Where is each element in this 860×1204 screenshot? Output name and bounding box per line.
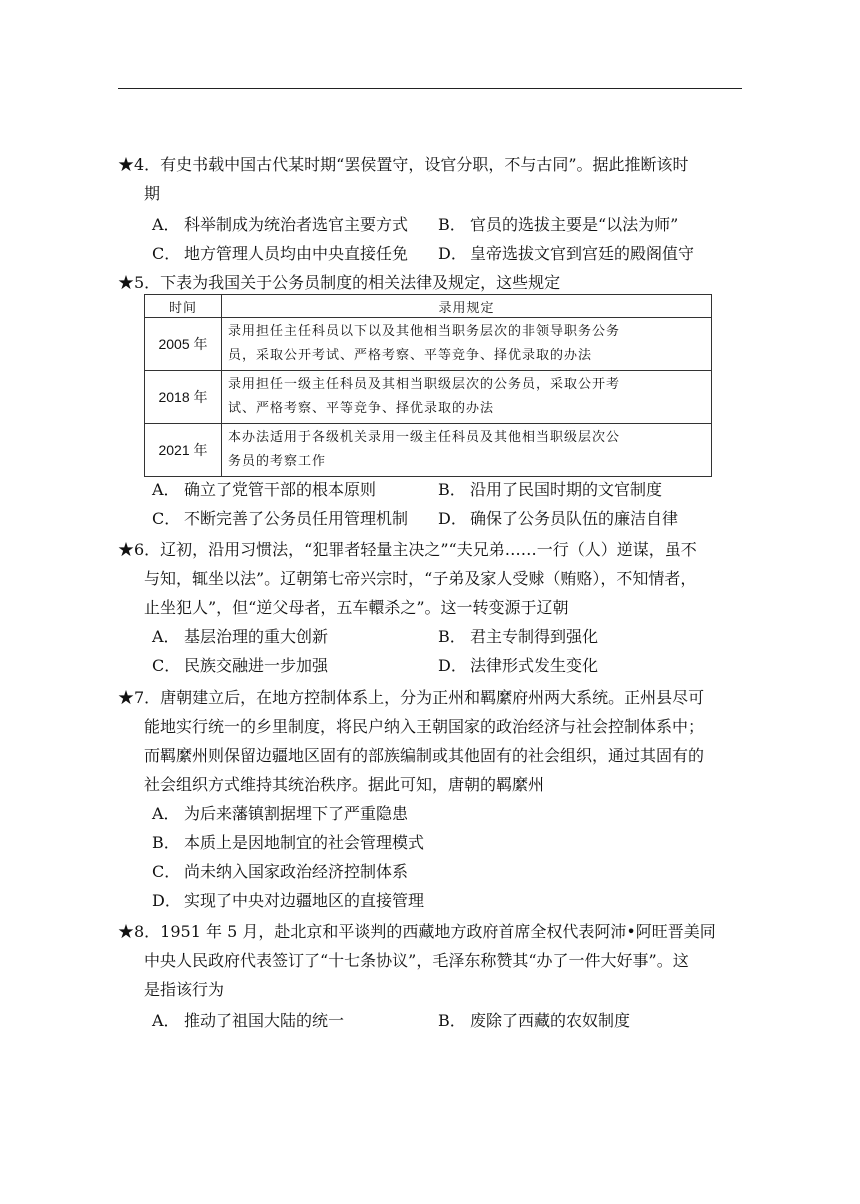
- question-4: [118, 150, 746, 208]
- table-row: [145, 371, 712, 424]
- question-6-option-c: C． 民族交融进一步加强: [152, 656, 329, 675]
- table-row: [145, 318, 712, 371]
- question-7-stem-line: ★7．唐朝建立后，在地方控制体系上，分为正州和羁縻府州两大系统。正州县尽可: [118, 688, 705, 707]
- question-4-option-b: B． 官员的选拔主要是“以法为师”: [438, 215, 679, 234]
- table-cell-year: 2018 年: [145, 371, 222, 424]
- question-4-stem-line: 期: [144, 184, 161, 203]
- table-header-rules: 录用规定: [222, 295, 712, 318]
- question-7-option-c: C． 尚未纳入国家政治经济控制体系: [152, 862, 409, 881]
- table-cell-rule: 录用担任一级主任科员及其相当职级层次的公务员，采取公开考 试、严格考察、平等竞争、择优录取的办法: [222, 371, 712, 424]
- question-5-option-c: C． 不断完善了公务员任用管理机制: [152, 509, 409, 528]
- table-cell-rule: 本办法适用于各级机关录用一级主任科员及其他相当职级层次公 务员的考察工作: [222, 424, 712, 477]
- table-row: [145, 424, 712, 477]
- question-7-stem-line: 社会组织方式维持其统治秩序。据此可知，唐朝的羁縻州: [144, 775, 545, 794]
- question-7-option-a: A． 为后来藩镇割据埋下了严重隐患: [152, 804, 409, 823]
- question-6-stem-line: 止坐犯人”，但“逆父母者，五车轘杀之”。这一转变源于辽朝: [144, 598, 569, 617]
- question-6-option-b: B． 君主专制得到强化: [438, 627, 599, 646]
- question-5-option-d: D． 确保了公务员队伍的廉洁自律: [438, 509, 679, 528]
- question-7-stem-line: 而羁縻州则保留边疆地区固有的部族编制或其他固有的社会组织，通过其固有的: [144, 746, 705, 765]
- table-cell-year: 2021 年: [145, 424, 222, 477]
- table-header-row: [145, 295, 712, 318]
- question-6-option-a: A． 基层治理的重大创新: [152, 627, 329, 646]
- question-7-option-b: B． 本质上是因地制宜的社会管理模式: [152, 833, 425, 852]
- question-4-option-c: C． 地方管理人员均由中央直接任免: [152, 244, 409, 263]
- table-header-time: 时间: [145, 295, 222, 318]
- question-7-stem-line: 能地实行统一的乡里制度，将民户纳入王朝国家的政治经济与社会控制体系中；: [144, 717, 705, 736]
- table-cell-rule: 录用担任主任科员以下以及其他相当职务层次的非领导职务公务 员，采取公开考试、严格考察、平等竞争、择优录取的办法: [222, 318, 712, 371]
- question-5-stem-line: ★5．下表为我国关于公务员制度的相关法律及规定，这些规定: [118, 273, 561, 292]
- question-4-stem-line: ★4．有史书载中国古代某时期“罢侯置守，设官分职，不与古同”。据此推断该时: [118, 155, 689, 174]
- question-8-stem-line: ★8．1951 年 5 月，赴北京和平谈判的西藏地方政府首席全权代表阿沛•阿旺晋美同: [118, 922, 716, 941]
- question-5: [118, 268, 746, 297]
- question-7-option-d: D． 实现了中央对边疆地区的直接管理: [152, 891, 425, 910]
- header-rule: [118, 88, 742, 89]
- regulations-table: [144, 294, 712, 477]
- question-4-option-d: D． 皇帝选拔文官到宫廷的殿阁值守: [438, 244, 695, 263]
- question-6-stem-line: ★6．辽初，沿用习惯法，“犯罪者轻量主决之”“夫兄弟……一行（人）逆谋，虽不: [118, 540, 697, 559]
- question-8-option-b: B． 废除了西藏的农奴制度: [438, 1011, 631, 1030]
- table-cell-year: 2005 年: [145, 318, 222, 371]
- question-5-option-b: B． 沿用了民国时期的文官制度: [438, 480, 663, 499]
- question-8: [118, 917, 746, 1004]
- question-8-option-a: A． 推动了祖国大陆的统一: [152, 1011, 345, 1030]
- question-4-option-a: A． 科举制成为统治者选官主要方式: [152, 215, 409, 234]
- question-6: [118, 535, 746, 622]
- question-8-stem-line: 中央人民政府代表签订了“十七条协议”，毛泽东称赞其“办了一件大好事”。这: [144, 951, 689, 970]
- question-6-stem-line: 与知，辄坐以法”。辽朝第七帝兴宗时，“子弟及家人受赇（贿赂），不知情者，: [144, 569, 697, 588]
- question-7: [118, 683, 746, 799]
- question-6-option-d: D． 法律形式发生变化: [438, 656, 599, 675]
- question-5-option-a: A． 确立了党管干部的根本原则: [152, 480, 377, 499]
- question-8-stem-line: 是指该行为: [144, 980, 225, 999]
